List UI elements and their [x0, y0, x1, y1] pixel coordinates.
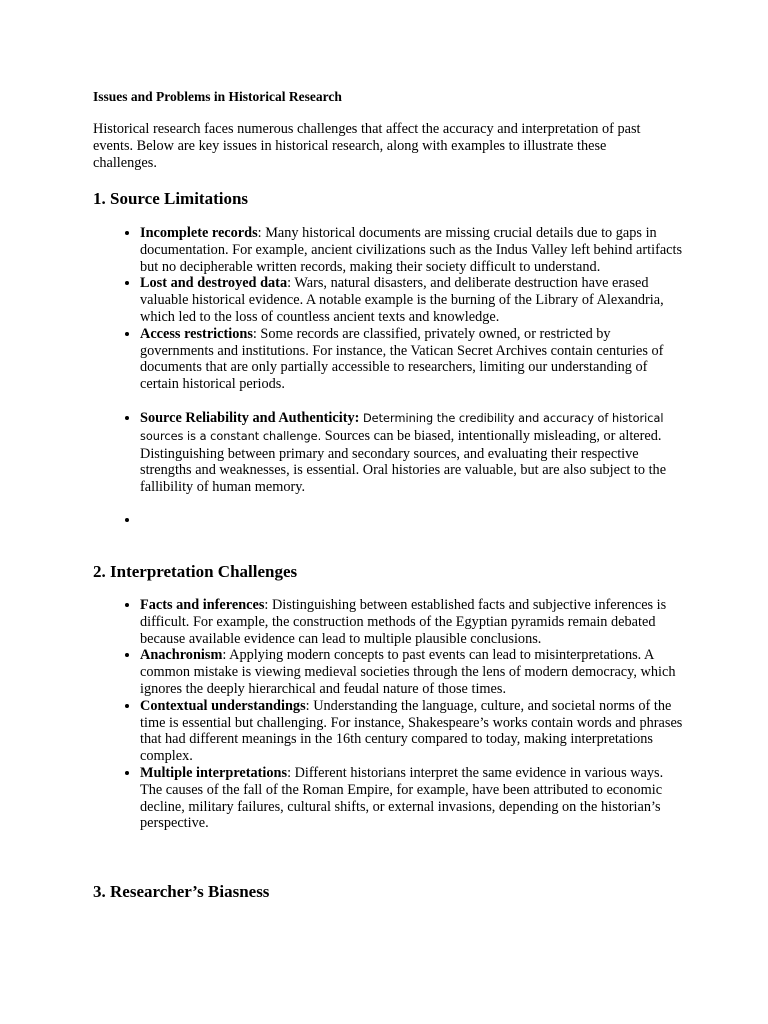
- list-item-text: : Some records are classified, privately owned, or restricted by governments and institutions. For instance, the Vatican Secret Archives contain centuries of documents that are only partially accessible to researchers, limiting our understanding of certain historical periods.: [140, 325, 664, 393]
- document-title: Issues and Problems in Historical Research: [93, 89, 342, 104]
- list-item-text: : Understanding the language, culture, and societal norms of the time is essential but challenging. For instance, Shakespeare’s works contain words and phrases that had different meanings in the 16th century compared to today, making interpretations complex.: [140, 697, 683, 765]
- list-item-text: : Applying modern concepts to past events can lead to misinterpretations. A common mistake is viewing medieval societies through the lens of modern democracy, which ignores the deeply hierarchical and feudal nature of those times.: [140, 647, 676, 697]
- source-limitations-list: [113, 225, 683, 529]
- list-item-text: Sources can be biased, intentionally misleading, or altered. Distinguishing between primary and secondary sources, and evaluating their respective strengths and weaknesses, is essential. Oral histories are valuable, but are also subject to the fallibility of human memory.: [140, 427, 667, 496]
- list-item-text-sans: Determining the credibility and accuracy of historical sources is a constant challenge.: [140, 411, 664, 443]
- list-item-text: : Wars, natural disasters, and deliberate destruction have erased valuable historical evidence. A notable example is the burning of the Library of Alexandria, which led to the loss of countless ancient texts and knowledge.: [140, 275, 664, 325]
- list-item-term: Incomplete records: [140, 225, 258, 241]
- list-item-text: : Many historical documents are missing crucial details due to gaps in documentation. For example, ancient civilizations such as the Indus Valley left behind artifacts but no decipherable written records, making their society difficult to understand.: [140, 225, 683, 275]
- list-item: [140, 326, 683, 393]
- interpretation-challenges-list: [113, 597, 683, 832]
- section-heading-interpretation-challenges: 2. Interpretation Challenges: [93, 562, 298, 581]
- list-item-term: Multiple interpretations: [140, 764, 288, 781]
- list-item: [140, 647, 683, 697]
- list-item: [140, 225, 683, 275]
- list-item-text: : Distinguishing between established facts and subjective inferences is difficult. For example, the construction methods of the Egyptian pyramids remain debated because available evidence can lead to multiple plausible conclusions.: [140, 597, 667, 647]
- list-item-term: Access restrictions: [140, 325, 253, 342]
- list-item: [140, 597, 683, 647]
- list-item: [140, 698, 683, 765]
- section-heading-source-limitations: 1. Source Limitations: [93, 189, 249, 208]
- intro-paragraph: Historical research faces numerous challenges that affect the accuracy and interpretation of past events. Below are key issues in historical research, along with examples to illustrate these challenges.: [93, 121, 641, 171]
- list-item: [140, 275, 683, 325]
- list-item-term: Contextual understandings: [140, 697, 306, 714]
- empty-list-item: [140, 512, 683, 529]
- list-item-term: Facts and inferences: [140, 597, 265, 613]
- list-item: [140, 410, 683, 496]
- list-item-term: Anachronism: [140, 647, 223, 664]
- list-item-term: Source Reliability and Authenticity:: [140, 409, 360, 426]
- section-heading-researchers-biasness: 3. Researcher’s Biasness: [93, 882, 270, 901]
- list-item-term: Lost and destroyed data: [140, 275, 288, 292]
- list-item-text: : Different historians interpret the same evidence in various ways. The causes of the fall of the Roman Empire, for example, have been attributed to economic decline, military failures, cultural shifts, or external invasions, depending on the historian’s perspective.: [140, 764, 664, 832]
- list-item: [140, 765, 683, 832]
